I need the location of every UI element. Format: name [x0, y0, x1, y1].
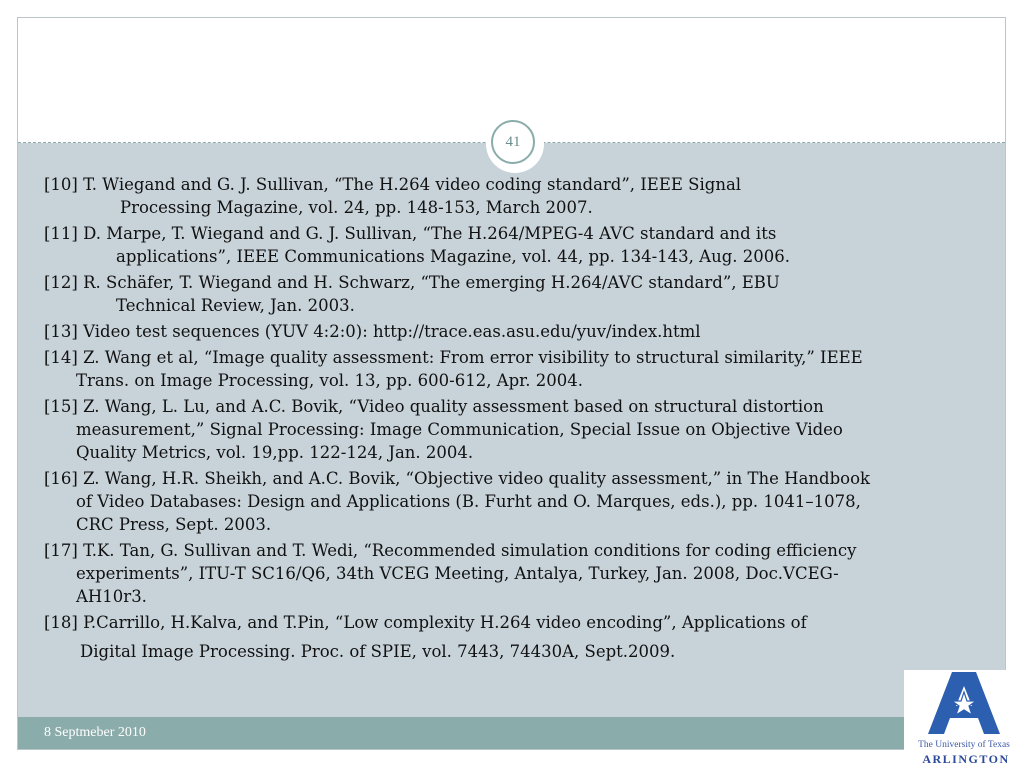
footer-bar	[18, 717, 1005, 749]
reference-item	[44, 271, 984, 317]
reference-line: experiments”, ITU-T SC16/Q6, 34th VCEG Meeting, Antalya, Turkey, Jan. 2008, Doc.VCEG-	[76, 564, 839, 583]
reference-line: [12] R. Schäfer, T. Wiegand and H. Schwarz, “The emerging H.264/AVC standard”, EBU	[44, 273, 780, 292]
reference-line: Processing Magazine, vol. 24, pp. 148-153, March 2007.	[120, 198, 593, 217]
reference-line: of Video Databases: Design and Applications (B. Furht and O. Marques, eds.), pp. 1041–1078,	[76, 492, 861, 511]
page-number: 41	[491, 120, 535, 164]
reference-line: [14] Z. Wang et al, “Image quality assessment: From error visibility to structural similarity,” IEEE	[44, 348, 863, 367]
reference-line: [13] Video test sequences (YUV 4:2:0): http://trace.eas.asu.edu/yuv/index.html	[44, 322, 701, 341]
reference-list	[44, 173, 984, 666]
reference-line: applications”, IEEE Communications Magazine, vol. 44, pp. 134-143, Aug. 2006.	[116, 247, 790, 266]
reference-item	[44, 222, 984, 268]
reference-line: [15] Z. Wang, L. Lu, and A.C. Bovik, “Video quality assessment based on structural distortion	[44, 397, 824, 416]
reference-line: [10] T. Wiegand and G. J. Sullivan, “The H.264 video coding standard”, IEEE Signal	[44, 175, 742, 194]
reference-line: [18] P.Carrillo, H.Kalva, and T.Pin, “Low complexity H.264 video encoding”, Applications of	[44, 613, 807, 632]
reference-line: CRC Press, Sept. 2003.	[76, 515, 272, 534]
reference-item	[44, 467, 984, 536]
reference-item	[44, 611, 984, 663]
reference-line: Quality Metrics, vol. 19,pp. 122-124, Jan. 2004.	[76, 443, 474, 462]
reference-line: measurement,” Signal Processing: Image Communication, Special Issue on Objective Video	[76, 420, 843, 439]
reference-line: Technical Review, Jan. 2003.	[116, 296, 355, 315]
reference-line: [11] D. Marpe, T. Wiegand and G. J. Sullivan, “The H.264/MPEG-4 AVC standard and its	[44, 224, 777, 243]
reference-item	[44, 539, 984, 608]
footer-date: 8 Septmeber 2010	[44, 725, 146, 740]
reference-item	[44, 395, 984, 464]
ut-arlington-a-icon	[904, 670, 1024, 740]
logo-arlington-text: ARLINGTON	[922, 752, 1010, 766]
university-logo	[904, 670, 1024, 768]
reference-item	[44, 173, 984, 219]
reference-line: [17] T.K. Tan, G. Sullivan and T. Wedi, “Recommended simulation conditions for coding efficiency	[44, 541, 857, 560]
reference-line: [16] Z. Wang, H.R. Sheikh, and A.C. Bovik, “Objective video quality assessment,” in The Handbook	[44, 469, 871, 488]
reference-line: Digital Image Processing. Proc. of SPIE, vol. 7443, 74430A, Sept.2009.	[80, 642, 676, 661]
logo-university-text: The University of Texas	[918, 740, 1010, 750]
reference-item	[44, 320, 984, 343]
reference-line: AH10r3.	[76, 587, 147, 606]
reference-item	[44, 346, 984, 392]
reference-line: Trans. on Image Processing, vol. 13, pp. 600-612, Apr. 2004.	[76, 371, 583, 390]
